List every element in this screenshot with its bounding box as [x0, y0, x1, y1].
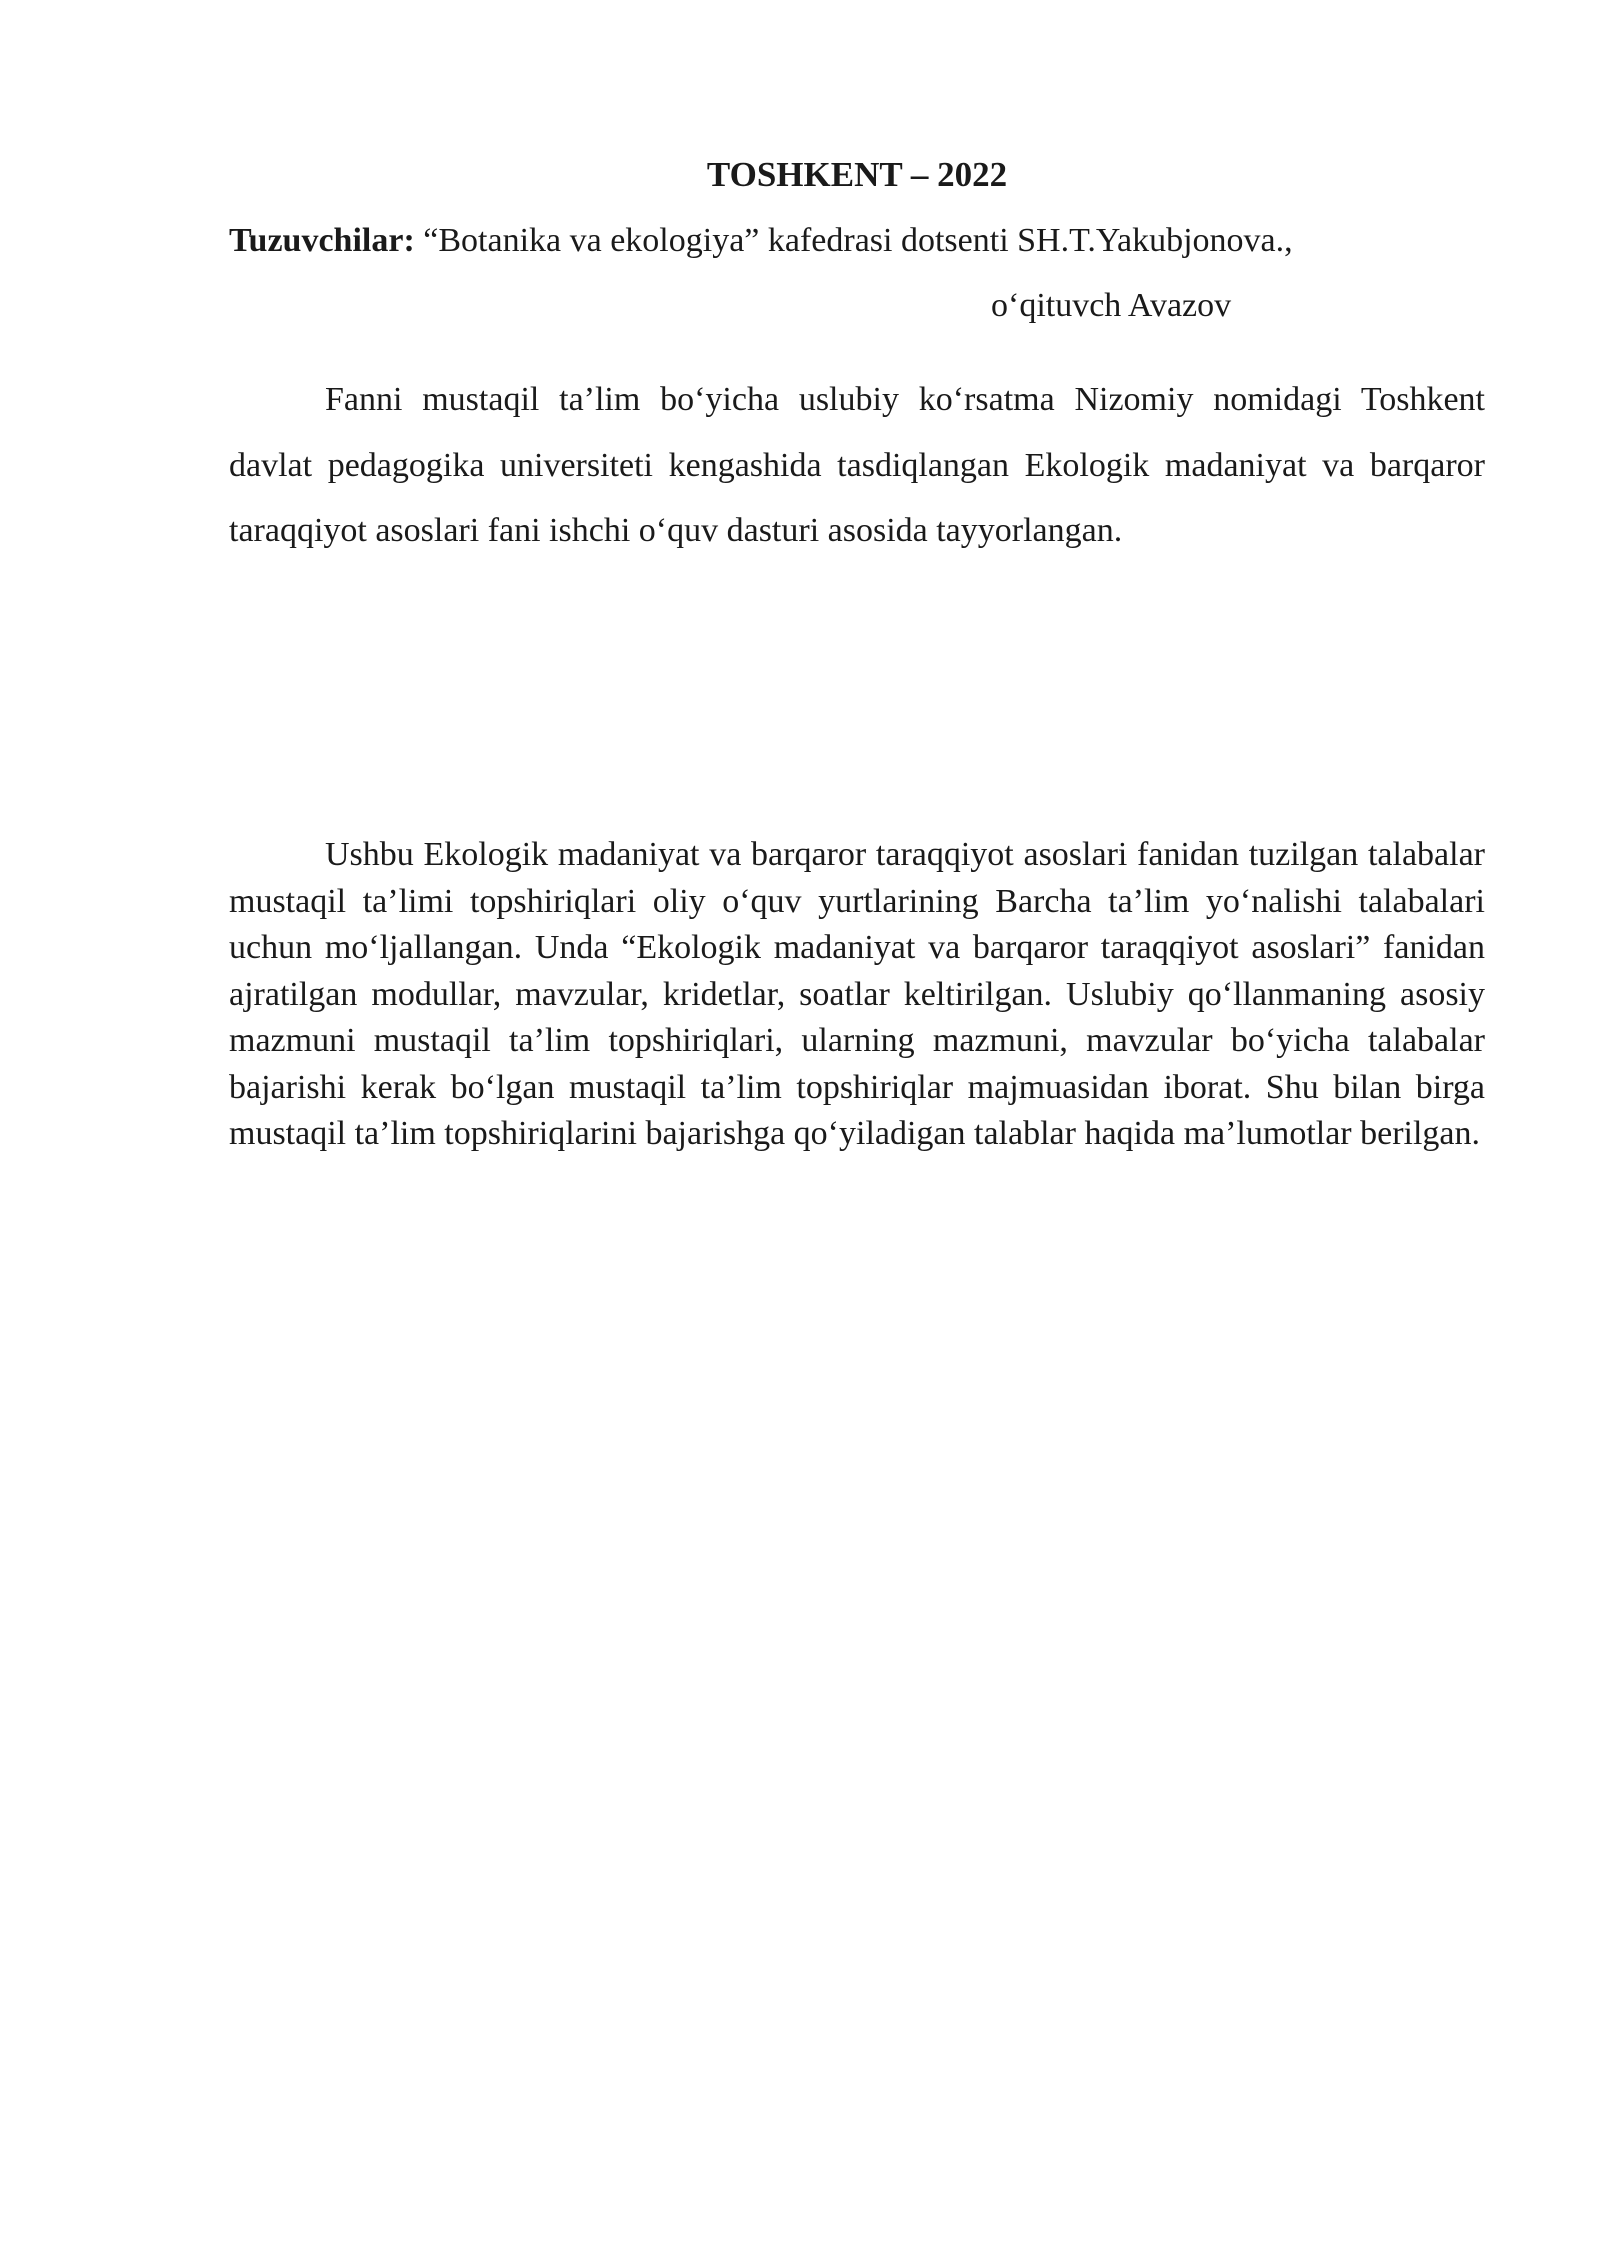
description-paragraph: Ushbu Ekologik madaniyat va barqaror taraqqiyot asoslari fanidan tuzilgan talabalar mustaqil ta’limi topshiriqlari oliy o‘quv yurtlarining Barcha ta’lim yo‘nalishi talabalari uchun mo‘ljallangan. Unda “Ekologik madaniyat va barqaror taraqqiyot asoslari” fanidan ajratilgan modullar, mavzular, kridetlar, soatlar keltirilgan. Uslubiy qo‘llanmaning asosiy mazmuni mustaqil ta’lim topshiriqlari, ularning mazmuni, mavzular bo‘yicha talabalar bajarishi kerak bo‘lgan mustaqil ta’lim topshiriqlar majmuasidan iborat. Shu bilan birga mustaqil ta’lim topshiriqlarini bajarishga qo‘yiladigan talablar haqida ma’lumotlar berilgan.	[229, 836, 1485, 1152]
compilers-second-line: o‘qituvch Avazov	[991, 287, 1232, 324]
document-heading	[229, 151, 1485, 199]
approval-paragraph: Fanni mustaqil ta’lim bo‘yicha uslubiy ko‘rsatma Nizomiy nomidagi Toshkent davlat pedagogika universiteti kengashida tasdiqlangan Ekologik madaniyat va barqaror taraqqiyot asoslari fani ishchi o‘quv dasturi asosida tayyorlangan.	[229, 381, 1485, 549]
compilers-text: “Botanika va ekologiya” kafedrasi dotsenti SH.T.Yakubjonova.,	[414, 222, 1293, 259]
city-year-title: TOSHKENT – 2022	[706, 155, 1008, 194]
compilers-label: Tuzuvchilar:	[229, 222, 415, 259]
compilers-line	[229, 218, 1485, 264]
